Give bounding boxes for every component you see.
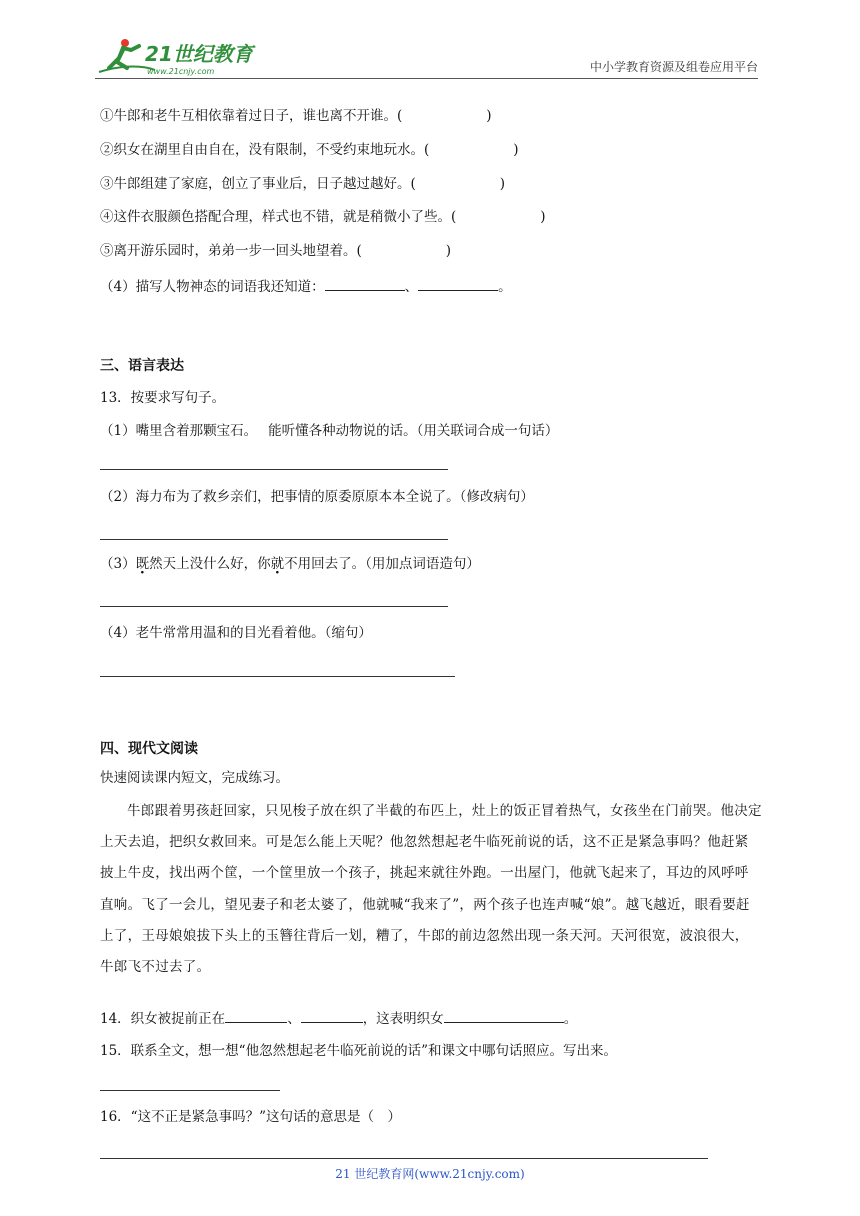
reading-passage: 牛郎跟着男孩赶回家，只见梭子放在织了半截的布匹上，灶上的饭正冒着热气，女孩坐在门前哭。他决定上天去追，把织女救回来。可是怎么能上天呢？他忽然想起老牛临死前说的话，这不正是紧急事吗？他赶紧披上牛皮，找出两个筐，一个筐里放一个孩子，挑起来就往外跑。一出屋门，他就飞起来了，耳边的风呼呼直响。飞了一会儿，望见妻子和老太婆了，他就喊“我来了”，两个孩子也连声喊“娘”。越飞越近，眼看要赶上了，王母娘娘拔下头上的玉簪往背后一划，糟了，牛郎的前边忽然出现一条天河。天河很宽，波浪很大，牛郎飞不过去了。 (100, 803, 762, 976)
q13-title: 13．按要求写句子。 (100, 390, 226, 406)
q13-sub4: （4）老牛常常用温和的目光看着他。（缩句） (100, 625, 372, 641)
q15: 15．联系全文，想一想“他忽然想起老牛临死前说的话”和课文中哪句话照应。写出来。 (100, 1043, 617, 1059)
answer-line[interactable] (100, 539, 448, 540)
answer-blank[interactable] (225, 1008, 287, 1023)
q13-sub3: （3）既然天上没什么好，你就不用回去了。（用加点词语造句） (100, 556, 480, 572)
answer-blank[interactable] (444, 1008, 564, 1023)
section-4-title: 四、现代文阅读 (100, 741, 198, 757)
platform-name: 中小学教育资源及组卷应用平台 (589, 60, 758, 74)
reading-intro: 快速阅读课内短文，完成练习。 (100, 770, 289, 786)
q12-item-2: ②织女在湖里自由自在，没有限制，不受约束地玩水。( ) (100, 142, 519, 158)
answer-blank[interactable] (301, 1008, 363, 1023)
answer-blank[interactable] (325, 276, 405, 291)
answer-line[interactable] (100, 606, 448, 607)
page-footer: 21 世纪教育网(www.21cnjy.com) (335, 1167, 525, 1181)
site-logo (95, 34, 265, 78)
answer-line[interactable] (100, 469, 448, 470)
q12-item-3: ③牛郎组建了家庭，创立了事业后，日子越过越好。( ) (100, 176, 506, 192)
q13-sub1: （1）嘴里含着那颗宝石。 能听懂各种动物说的话。（用关联词合成一句话） (100, 423, 559, 439)
answer-blank[interactable] (418, 276, 498, 291)
page-header (95, 34, 758, 79)
svg-text:www.21cnjy.com: www.21cnjy.com (147, 67, 215, 76)
q14: 14．织女被捉前正在 、 ，这表明织女 。 (100, 1008, 577, 1028)
q12-item-5: ⑤离开游乐园时，弟弟一步一回头地望着。( ) (100, 243, 452, 259)
q12-item-4: ④这件衣服颜色搭配合理，样式也不错，就是稍微小了些。( ) (100, 209, 546, 225)
answer-line[interactable] (100, 1090, 280, 1091)
svg-text:21世纪教育: 21世纪教育 (145, 42, 253, 66)
q12-item-1: ①牛郎和老牛互相依靠着过日子，谁也离不开谁。( ) (100, 108, 492, 124)
section-3-title: 三、语言表达 (100, 358, 184, 374)
q12-sub4: （4）描写人物神态的词语我还知道： 、 。 (100, 276, 512, 296)
q13-sub2: （2）海力布为了救乡亲们，把事情的原委原原本本全说了。（修改病句） (100, 489, 534, 505)
answer-line[interactable] (100, 676, 455, 677)
q16: 16．“这不正是紧急事吗？”这句话的意思是（ ） (100, 1109, 401, 1125)
footer-divider (100, 1158, 708, 1159)
